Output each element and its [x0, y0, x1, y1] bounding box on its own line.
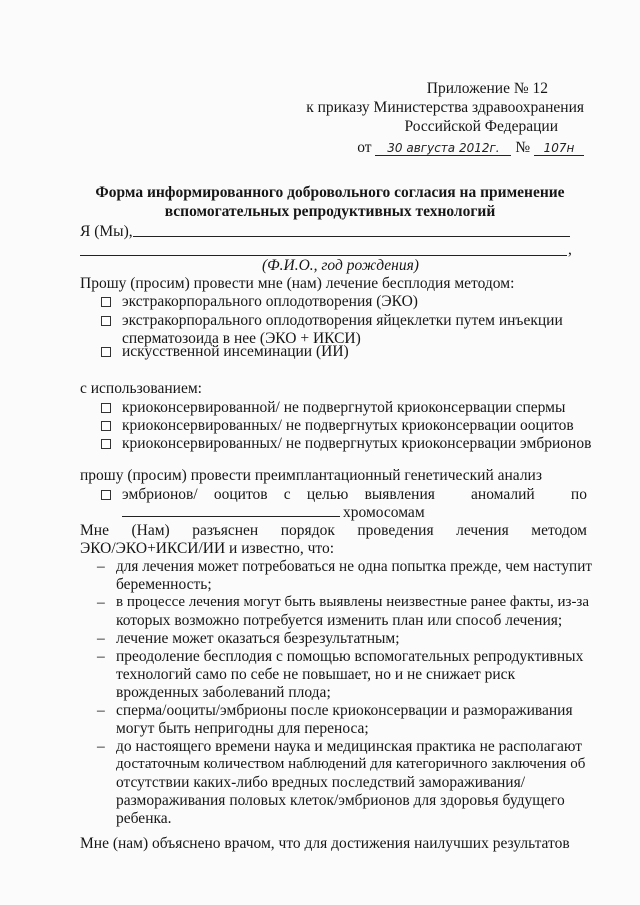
pgd-word: выявления [364, 486, 435, 503]
bullet-text: ребенка. [116, 810, 172, 827]
explained-word: лечения [456, 522, 509, 539]
bullet-text: до настоящего времени наука и медицинская практика не располагают [116, 738, 582, 755]
bullet-dash: – [97, 738, 105, 755]
using-label: с использованием: [80, 380, 202, 397]
form-title-line1: Форма информированного добровольного согласия на применение [95, 184, 565, 201]
bullet-dash: – [97, 558, 105, 575]
explained-word: методом [531, 522, 587, 539]
name-fill-line-1[interactable] [133, 236, 570, 237]
using-oocytes: криоконсервированных/ не подвергнутых криоконсервации ооцитов [122, 417, 574, 434]
checkbox-sperm[interactable] [101, 403, 111, 413]
explained-word: порядок [280, 522, 335, 539]
bullet-dash: – [97, 702, 105, 719]
method-eko-iksi-line1: экстракорпорального оплодотворения яйцеклетки путем инъекции [122, 312, 563, 329]
bullet-text: которых возможно потребуется изменить план или способ лечения; [116, 612, 563, 629]
bullet-dash: – [97, 648, 105, 665]
bullet-text: сперма/ооциты/эмбрионы после криоконсервации и размораживания [116, 702, 573, 719]
bullet-dash: – [97, 594, 105, 611]
pgd-word: аномалий [471, 486, 535, 503]
pgd-word: ооцитов [213, 486, 268, 503]
method-eko-iksi-line2: сперматозоида в нее (ЭКО + ИКСИ) [122, 330, 361, 347]
bullet-text: для лечения может потребоваться не одна попытка прежде, чем наступит [116, 558, 593, 575]
bullet-text: беременность; [116, 576, 212, 593]
explained-line2: ЭКО/ЭКО+ИКСИ/ИИ и известно, что: [80, 540, 335, 557]
handwritten-number: 107н [534, 141, 584, 156]
bullet-text: врожденных заболеваний плода; [116, 684, 331, 701]
bullet-text: в процессе лечения могут быть выявлены неизвестные ранее факты, из-за [116, 594, 590, 610]
comma: , [568, 241, 572, 258]
pgd-request: прошу (просим) провести преимплантационный генетический анализ [80, 467, 542, 484]
appendix-number: Приложение № 12 [426, 80, 548, 97]
bullet-text: лечение может оказаться безрезультатным; [116, 630, 400, 647]
chromosomes-label: хромосомам [343, 504, 425, 521]
explained-line1 [80, 521, 587, 540]
date-prefix: от [357, 139, 372, 156]
bullet-dash: – [97, 630, 105, 647]
appendix-ministry: Российской Федерации [404, 118, 558, 135]
bullet-text: преодоление бесплодия с помощью вспомогательных репродуктивных [116, 648, 584, 665]
bullet-text: отсутствии каких-либо вредных последствий замораживания/ [116, 774, 526, 791]
bullet-text: технологий само по себе не повышает, но и не снижает риск [116, 666, 516, 683]
using-embryos: криоконсервированных/ не подвергнутых криоконсервации эмбрионов [122, 435, 592, 452]
explained-word: Мне [80, 522, 109, 539]
checkbox-oocytes[interactable] [101, 421, 111, 431]
fio-caption: (Ф.И.О., год рождения) [262, 257, 419, 274]
handwritten-date: 30 августа 2012г. [375, 141, 511, 156]
checkbox-eko[interactable] [101, 297, 111, 307]
bullet-text: могут быть непригодны для переноса; [116, 720, 369, 737]
explained-word: проведения [357, 522, 434, 539]
chromosome-fill-line[interactable] [122, 516, 340, 517]
pgd-word: целью [306, 486, 349, 503]
method-ii: искусственной инсеминации (ИИ) [122, 343, 349, 360]
i-we-label: Я (Мы), [80, 223, 133, 240]
explained-word: (Нам) [131, 522, 170, 539]
number-sign: № [515, 139, 531, 156]
bullet-text: достаточным количеством наблюдений для категоричного заключения об [116, 756, 586, 772]
checkbox-embryos[interactable] [101, 439, 111, 449]
form-title [80, 183, 580, 221]
method-eko: экстракорпорального оплодотворения (ЭКО) [122, 293, 418, 310]
form-title-line2: вспомогательных репродуктивных технологий [164, 203, 496, 220]
appendix-header [306, 79, 584, 157]
pgd-word: эмбрионов/ [122, 486, 198, 503]
pgd-word: с [283, 486, 291, 503]
checkbox-eko-iksi[interactable] [101, 316, 111, 326]
using-sperm: криоконсервированной/ не подвергнутой криоконсервации спермы [122, 399, 566, 416]
pgd-word: по [570, 486, 587, 503]
bullet-text: размораживания половых клеток/эмбрионов для здоровья будущего [116, 792, 565, 809]
request-treatment: Прошу (просим) провести мне (нам) лечение бесплодия методом: [80, 275, 515, 292]
appendix-order: к приказу Министерства здравоохранения [306, 99, 584, 116]
checkbox-ii[interactable] [101, 347, 111, 357]
appendix-date-line [306, 138, 584, 157]
pgd-line [122, 485, 587, 504]
explained-word: разъяснен [192, 522, 259, 539]
doctor-explained: Мне (нам) объяснено врачом, что для достижения наилучших результатов [80, 835, 570, 852]
checkbox-pgd[interactable] [101, 490, 111, 500]
